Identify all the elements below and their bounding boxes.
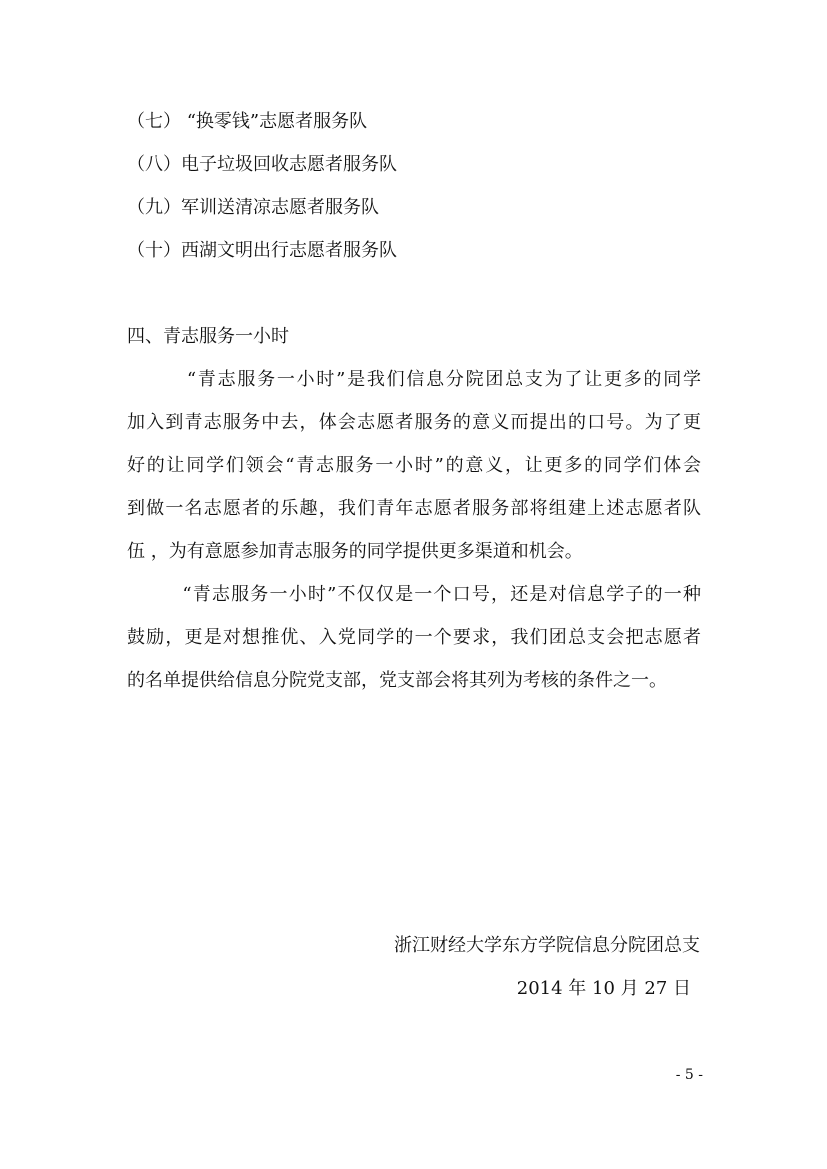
list-item-seven: （七） “换零钱”志愿者服务队 <box>127 111 368 132</box>
paragraph2-line-1: “青志服务一小时”不仅仅是一个口号，还是对信息学子的一种 <box>127 584 701 605</box>
paragraph1-line-1: “青志服务一小时”是我们信息分院团总支为了让更多的同学 <box>127 369 701 390</box>
paragraph1-line-2: 加入到青志服务中去，体会志愿者服务的意义而提出的口号。为了更 <box>127 412 701 433</box>
list-item-nine: （九）军训送清凉志愿者服务队 <box>127 197 379 218</box>
paragraph1-line-5: 伍 ，为有意愿参加青志服务的同学提供更多渠道和机会。 <box>127 541 583 562</box>
list-item-ten: （十）西湖文明出行志愿者服务队 <box>127 240 397 261</box>
signature-organization: 浙江财经大学东方学院信息分院团总支 <box>394 935 700 956</box>
page-number: - 5 - <box>675 1067 703 1083</box>
signature-date: 2014 年 10 月 27 日 <box>516 978 691 999</box>
paragraph1-line-4: 到做一名志愿者的乐趣，我们青年志愿者服务部将组建上述志愿者队 <box>127 498 701 519</box>
list-item-eight: （八）电子垃圾回收志愿者服务队 <box>127 154 397 175</box>
paragraph2-line-3: 的名单提供给信息分院党支部，党支部会将其列为考核的条件之一。 <box>127 670 667 691</box>
paragraph2-line-2: 鼓励，更是对想推优、入党同学的一个要求，我们团总支会把志愿者 <box>127 627 701 648</box>
section-heading: 四、青志服务一小时 <box>127 326 289 347</box>
paragraph1-line-3: 好的让同学们领会“青志服务一小时”的意义，让更多的同学们体会 <box>127 455 701 476</box>
